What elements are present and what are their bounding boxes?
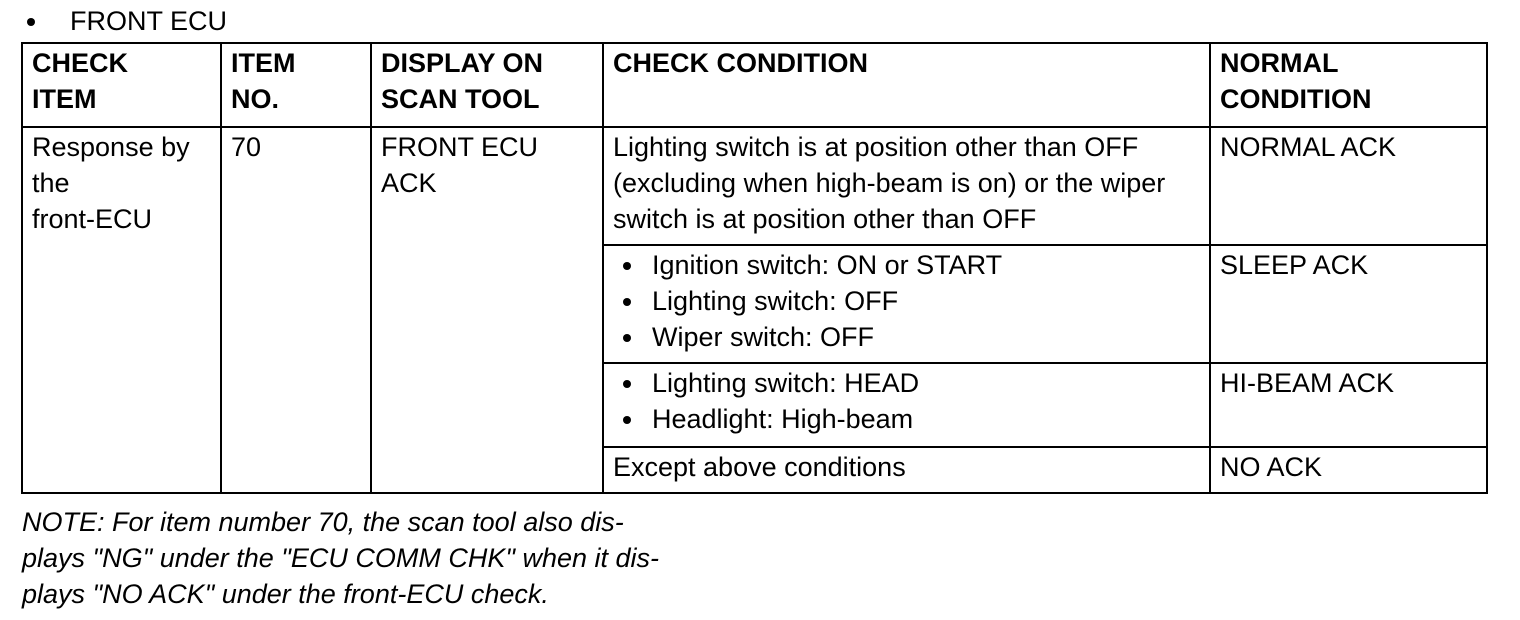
section-heading <box>40 3 227 39</box>
normal-condition-cell: HI-BEAM ACK <box>1210 363 1487 447</box>
condition-cell <box>603 363 1210 447</box>
normal-condition-cell: NORMAL ACK <box>1210 127 1487 245</box>
header-item-no: ITEM NO. <box>221 43 371 127</box>
section-title: FRONT ECU <box>70 6 228 36</box>
list-item: Wiper switch: OFF <box>613 319 1201 355</box>
normal-condition-cell: SLEEP ACK <box>1210 245 1487 363</box>
item-no-cell: 70 <box>221 127 371 493</box>
display-cell: FRONT ECU ACK <box>371 127 603 493</box>
condition-cell: Lighting switch is at position other than OFF (excluding when high-beam is on) or the wiper switch is at position other than OFF <box>603 127 1210 245</box>
diagnostic-table <box>21 42 1488 494</box>
condition-cell <box>603 245 1210 363</box>
condition-list <box>613 365 1201 437</box>
table-header-row <box>22 43 1487 127</box>
header-normal-condition: NORMAL CONDITION <box>1210 43 1487 127</box>
bullet-icon <box>27 18 35 26</box>
table-row <box>22 127 1487 245</box>
header-check-item: CHECK ITEM <box>22 43 221 127</box>
condition-cell: Except above conditions <box>603 447 1210 493</box>
header-check-condition: CHECK CONDITION <box>603 43 1210 127</box>
list-item: Ignition switch: ON or START <box>613 247 1201 283</box>
list-item: Headlight: High-beam <box>613 401 1201 437</box>
normal-condition-cell: NO ACK <box>1210 447 1487 493</box>
check-item-cell: Response by the front-ECU <box>22 127 221 493</box>
list-item: Lighting switch: HEAD <box>613 365 1201 401</box>
condition-list <box>613 247 1201 355</box>
header-display-on-scan-tool: DISPLAY ON SCAN TOOL <box>371 43 603 127</box>
note-text: NOTE: For item number 70, the scan tool also dis- plays "NG" under the "ECU COMM CHK" when it dis- plays "NO ACK" under the front-ECU check. <box>22 507 660 609</box>
list-item: Lighting switch: OFF <box>613 283 1201 319</box>
